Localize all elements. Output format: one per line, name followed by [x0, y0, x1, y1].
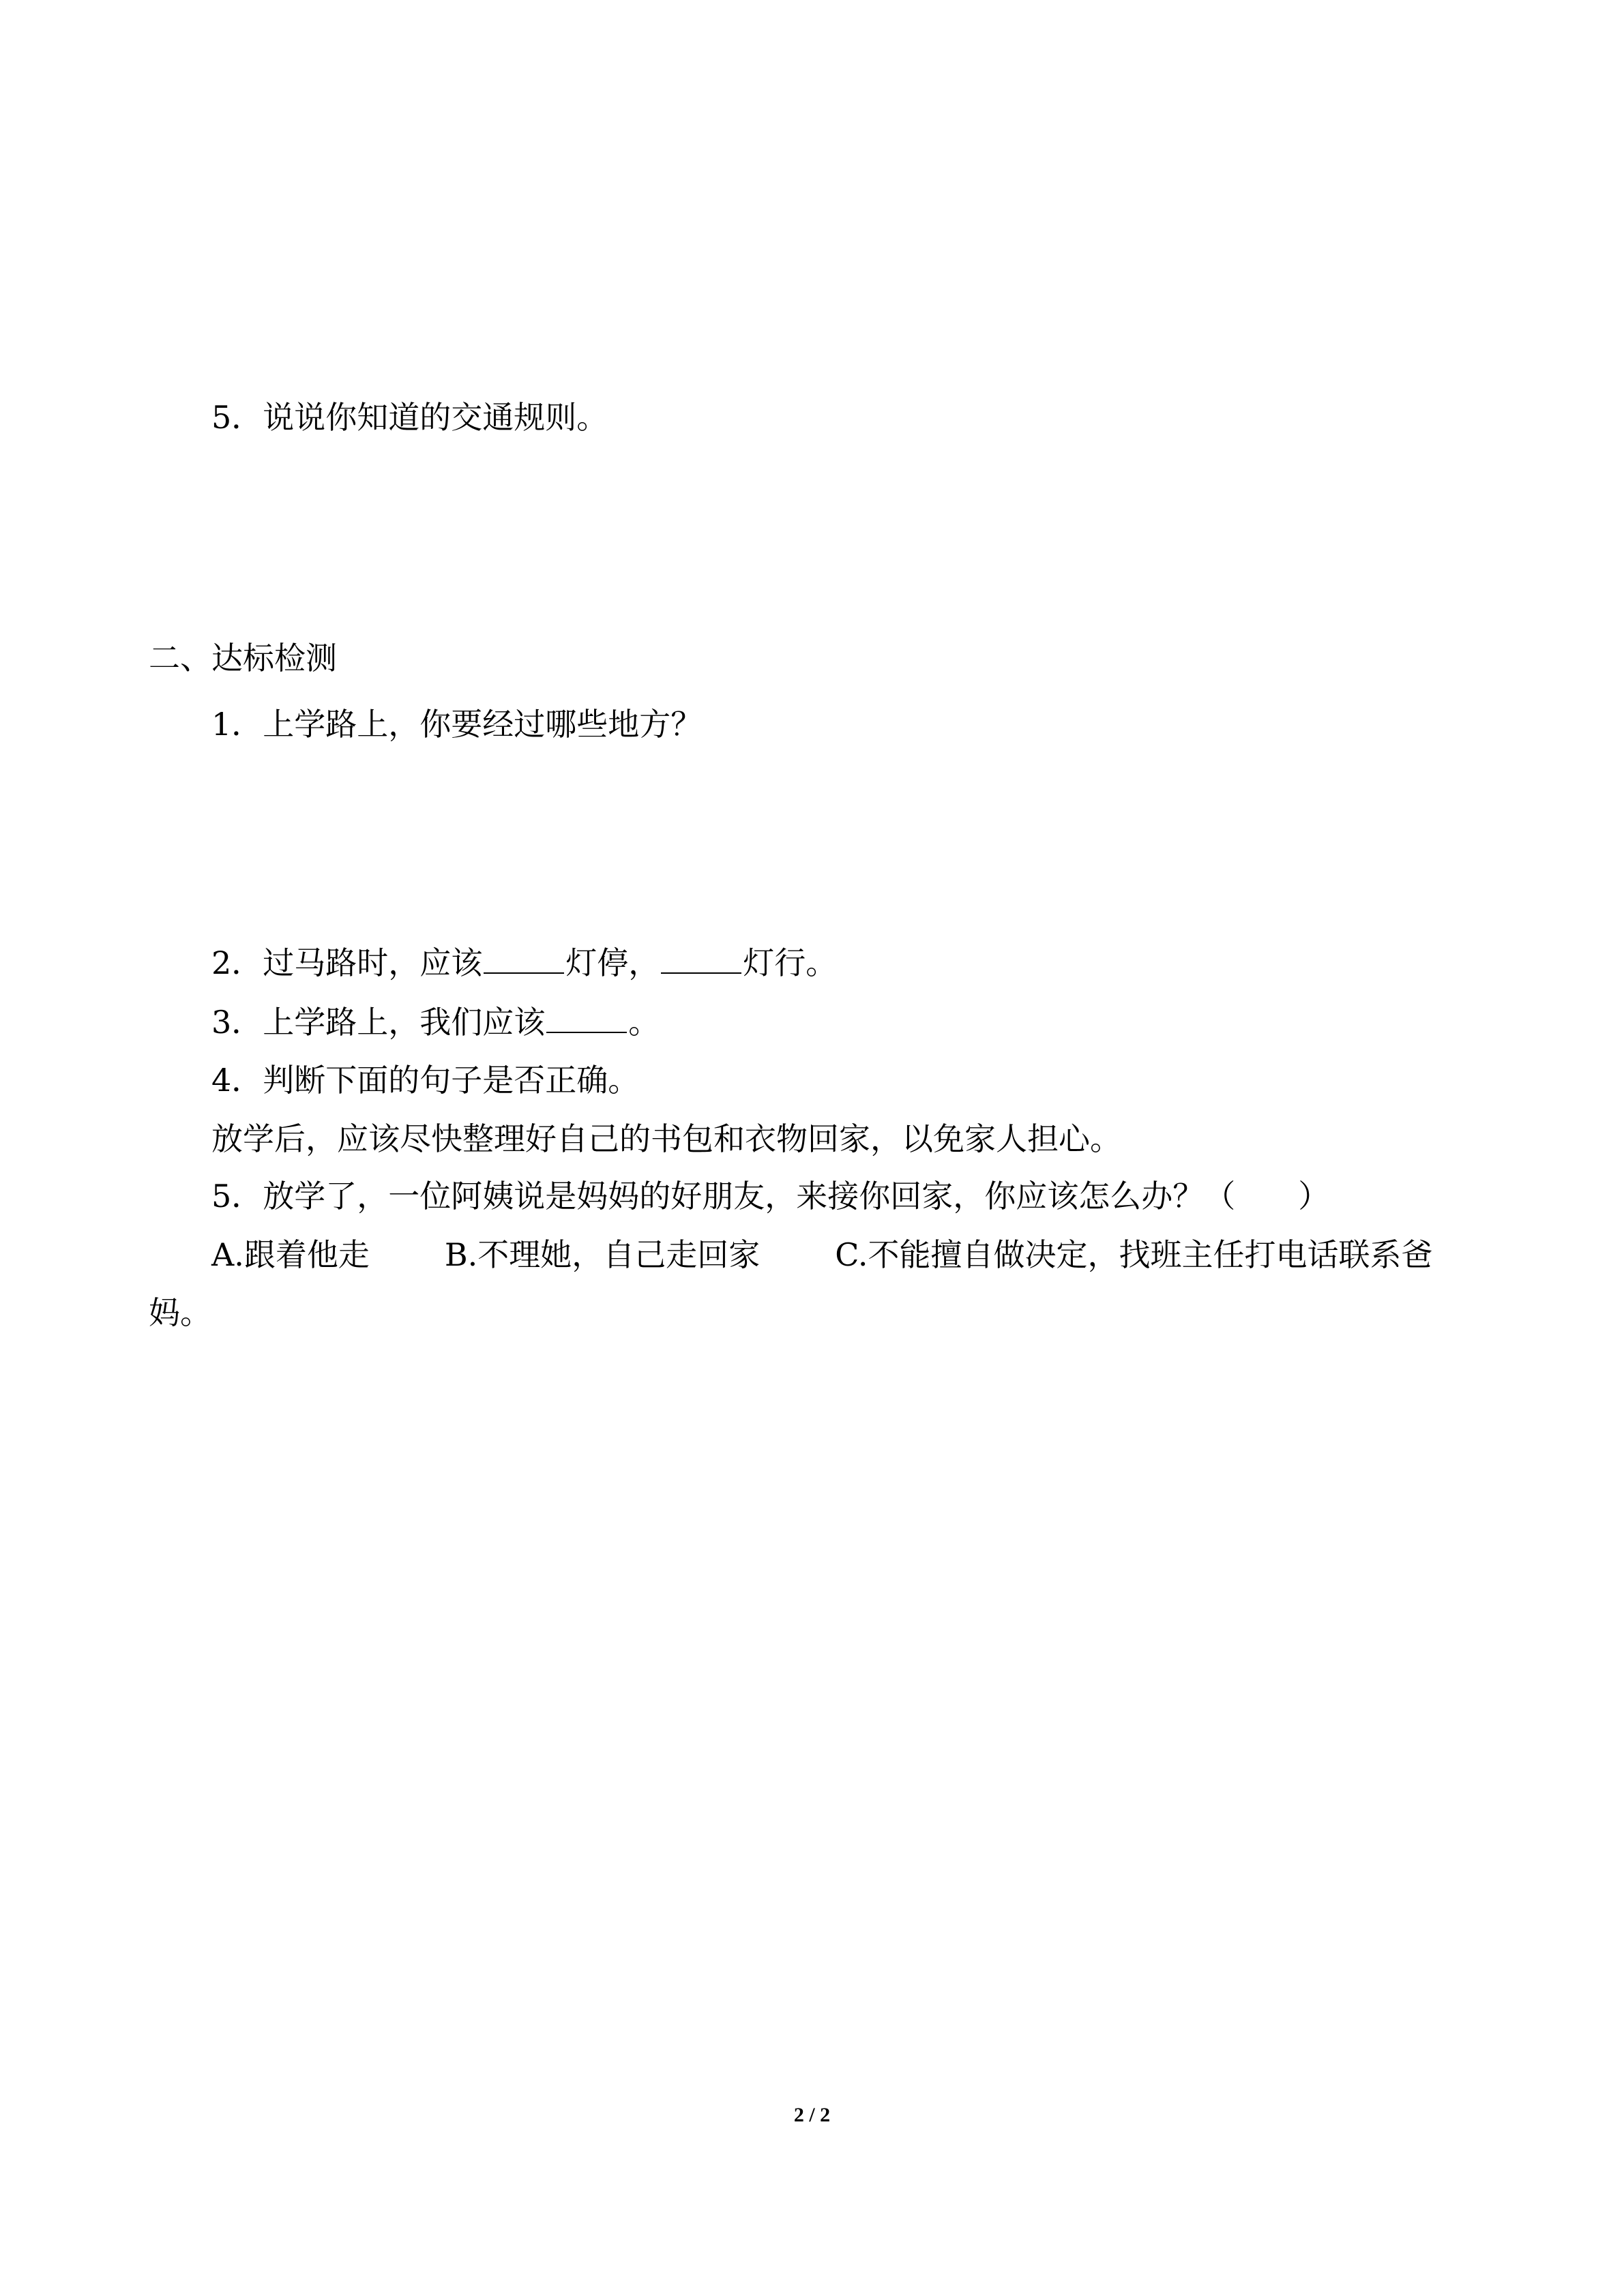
question-3-part-b: 。 — [628, 1004, 660, 1041]
section-heading: 二、达标检测 — [149, 640, 337, 676]
question-1: 1．上学路上，你要经过哪些地方？ — [211, 706, 703, 743]
question-2-part-a: 2．过马路时，应该 — [211, 944, 483, 981]
question-3-part-a: 3．上学路上，我们应该 — [211, 1004, 546, 1041]
page-number: 2 / 2 — [793, 2104, 831, 2126]
question-4: 4．判断下面的句子是否正确。 — [211, 1062, 640, 1099]
answer-blank[interactable] — [484, 945, 564, 974]
question-2 — [211, 941, 837, 985]
question-4-statement: 放学后，应该尽快整理好自己的书包和衣物回家，以免家人担心。 — [211, 1120, 1121, 1157]
answer-blank[interactable] — [546, 1004, 627, 1033]
option-c[interactable]: C.不能擅自做决定，找班主任打电话联系爸 — [835, 1236, 1433, 1273]
question-5-options — [211, 1233, 1432, 1277]
question-5: 5．放学了，一位阿姨说是妈妈的好朋友，来接你回家，你应该怎么办？（ ） — [211, 1178, 1330, 1214]
question-2-part-b: 灯停， — [565, 944, 660, 981]
question-5-traffic-rules: 5．说说你知道的交通规则。 — [211, 399, 608, 436]
option-b[interactable]: B.不理她，自己走回家 — [444, 1236, 761, 1273]
option-a[interactable]: A.跟着他走 — [211, 1236, 370, 1273]
question-2-part-c: 灯行。 — [743, 944, 838, 981]
answer-blank[interactable] — [661, 945, 741, 974]
question-5-options-continued: 妈。 — [149, 1294, 211, 1331]
question-3 — [211, 1000, 660, 1044]
